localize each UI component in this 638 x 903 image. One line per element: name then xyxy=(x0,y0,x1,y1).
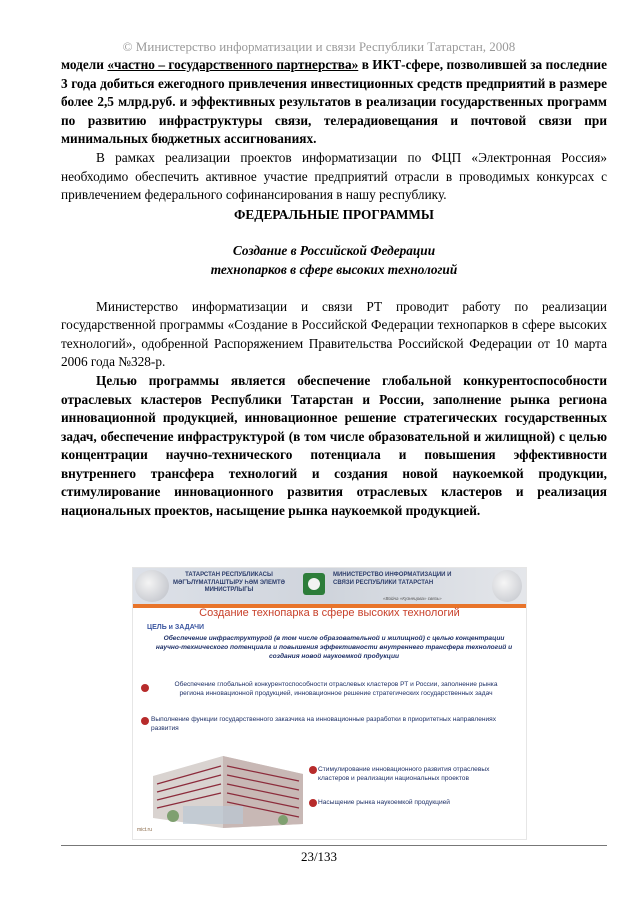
subtitle-line-2: технопарков в сфере высоких технологий xyxy=(210,261,458,277)
paragraph-ppp xyxy=(61,56,607,149)
main-text-block-top xyxy=(61,56,607,521)
slide-header-tatar: ТАТАРСТАН РЕСПУБЛИКАСЫ МӘГЪЛҮМАТЛАШТЫРУ ҺӘМ ЭЛЕМТӘ МИНИСТРЛЫГЫ xyxy=(173,572,286,593)
slide-header-russian: МИНИСТЕРСТВО ИНФОРМАТИЗАЦИИ И СВЯЗИ РЕСПУБЛИКИ ТАТАРСТАН xyxy=(333,572,452,586)
section-title: ФЕДЕРАЛЬНЫЕ ПРОГРАММЫ xyxy=(234,206,434,222)
slide-motto: «Война «Кузнецова» связь» xyxy=(383,596,442,601)
paragraph-e-russia: В рамках реализации проектов информатизации по ФЦП «Электронная Россия» необходимо обеспечить активное участие предприятий отрасли в проводимых конкурсах с привлечением федерального софинансирования в нашу республику. xyxy=(61,149,607,203)
bullet-icon xyxy=(309,766,317,774)
paragraph-goal: Целью программы является обеспечение глобальной конкурентоспособности отраслевых кластеров Республики Татарстан и России, заполнение рынка региона инновационной продукцией, инновационное решение стратегических государственных задач, обеспечение инфраструктурой (в том числе образовательной и жилищной) с целью концентрации научно-технического потенциала и повышения эффективности внутреннего трансфера технологий и создания новой наукоемкой продукции, стимулирование инновационного развития отраслевых кластеров и реализация национальных проектов, насыщение рынка наукоемкой продукцией. xyxy=(61,372,607,519)
slide-goal-4: Стимулирование инновационного развития отраслевых кластеров и реализации национальных проектов xyxy=(318,766,490,783)
technopark-slide-image xyxy=(132,567,527,840)
slide-goal-3: Выполнение функции государственного заказчика на инновационные разработки в приоритетных направлениях развития xyxy=(151,716,497,733)
subtitle-line-1: Создание в Российской Федерации xyxy=(232,243,436,259)
slide-site-label: mict.ru xyxy=(137,827,152,833)
left-emblem-icon xyxy=(135,570,169,602)
technopark-building-illustration xyxy=(143,736,313,828)
ppp-link[interactable]: «частно – государственного партнерства» xyxy=(107,57,359,72)
bullet-icon xyxy=(309,799,317,807)
slide-goal-1: Обеспечение инфраструктурой (в том числе образовательной и жилищной) с целью концентрации научно-технического потенциала и повышения эффективности внутреннего трансфера технологий и создания новой наукоемкой продукции xyxy=(155,635,513,661)
para1-pre: модели xyxy=(61,57,108,72)
para1-post: в ИКТ-сфере, позволившей за последние 3 года добиться ежегодного привлечения инвестиционных средств предприятий в размере более 2,5 млрд.руб. и эффективных результатов в реализации государственных программ по развитию инфраструктуры связи, телерадиовещания и почтовой связи при минимальных бюджетных ассигнованиях. xyxy=(61,57,607,147)
slide-title: Создание технопарка в сфере высоких технологий xyxy=(199,607,460,619)
slide-goal-5: Насыщение рынка наукоемкой продукцией xyxy=(318,799,450,806)
ministry-logo-icon xyxy=(303,573,325,595)
page-header-copyright: © Министерство информатизации и связи Республики Татарстан, 2008 xyxy=(122,39,516,54)
slide-goal-2: Обеспечение глобальной конкурентоспособности отраслевых кластеров РТ и России, заполнение рынка региона инновационной продукцией, инновационное решение стратегических государственных задач xyxy=(174,681,498,698)
slide-goals-label: ЦЕЛЬ и ЗАДАЧИ xyxy=(147,624,205,631)
footer-rule xyxy=(61,845,607,846)
page-number: 23/133 xyxy=(300,849,338,864)
bullet-icon xyxy=(141,717,149,725)
right-emblem-icon xyxy=(492,570,522,602)
slide-header-band xyxy=(133,568,526,604)
bullet-icon xyxy=(141,684,149,692)
paragraph-program: Министерство информатизации и связи РТ проводит работу по реализации государственной программы «Создание в Российской Федерации технопарков в сфере высоких технологий», одобренной Распоряжением Правительства Российской Федерации от 10 марта 2006 года №328-р. xyxy=(61,298,607,370)
